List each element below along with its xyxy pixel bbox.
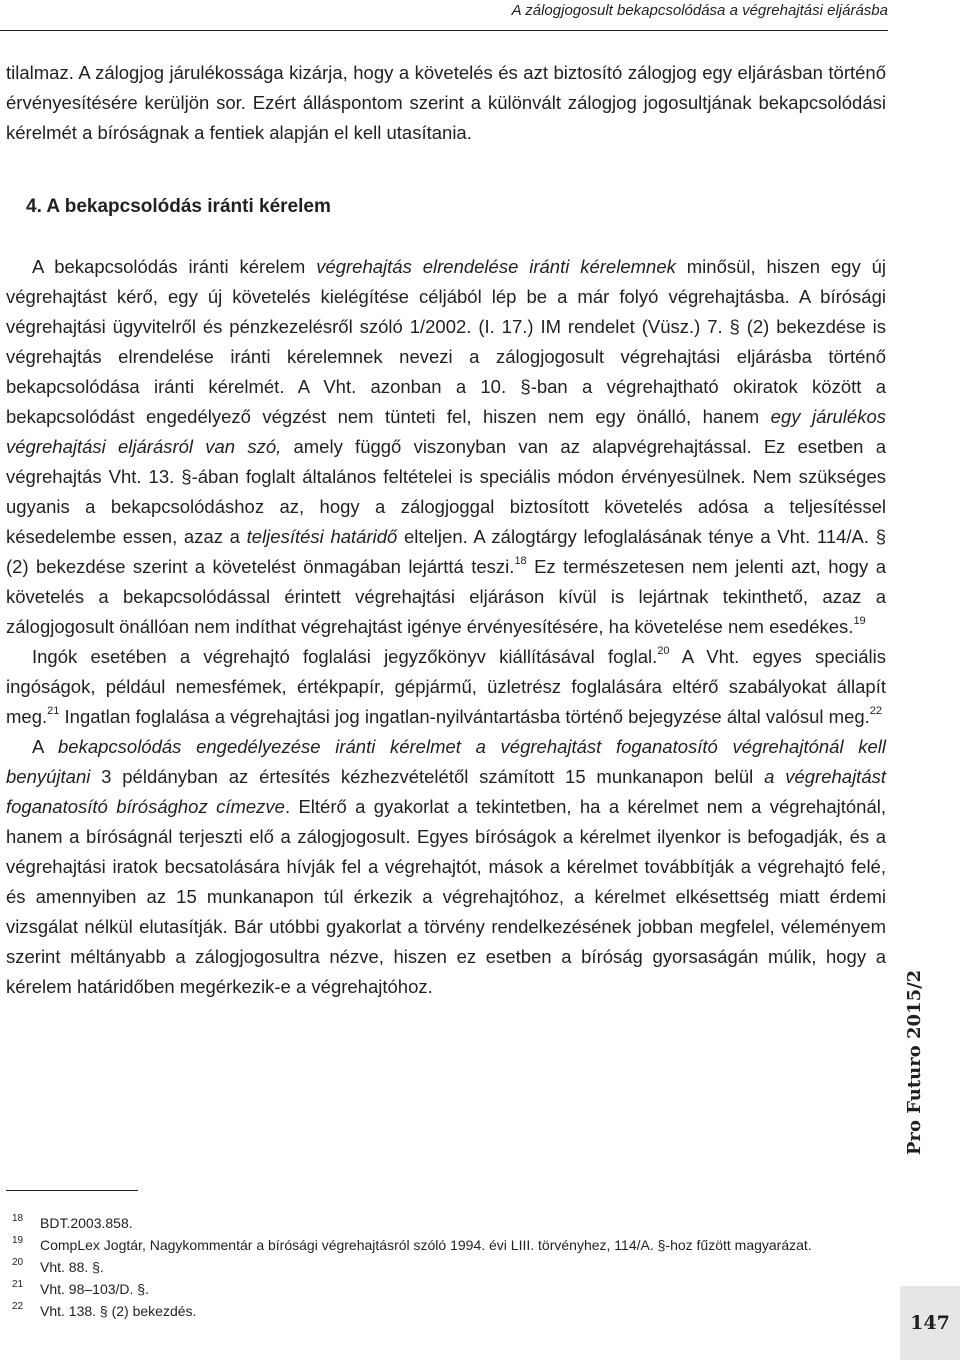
footnote-number: 20 (12, 1257, 24, 1268)
footnote-text: Vht. 98–103/D. §. (40, 1281, 149, 1297)
footnotes (6, 1212, 886, 1322)
paragraph-2: A bekapcsolódás iránti kérelem végrehajtás elrendelése iránti kérelemnek minősül, hiszen egy új végrehajtást kérő, egy új követelés kielégítése céljából lép be a már folyó végrehajtásba. A bírósági végrehajtási ügyvitelről és pénzkezelésről szóló 1/2002. (I. 17.) IM rendelet (Vüsz.) 7. § (2) bekezdése is végrehajtás elrendelése iránti kérelemnek nevezi a zálogjogosult végrehajtási eljárásba történő bekapcsolódása iránti kérelmét. A Vht. azonban a 10. §-ban a végrehajtható okiratok között a bekapcsolódást engedélyező végzést nem tünteti fel, hiszen nem egy önálló, hanem egy járulékos végrehajtási eljárásról van szó, amely függő viszonyban van az alapvégrehajtással. Ez esetben a végrehajtás Vht. 13. §-ában foglalt általános feltételei is speciális módon érvényesülnek. Nem szükséges ugyanis a bekapcsolódáshoz az, hogy a zálogjoggal biztosított követelés adósa a teljesítéssel késedelembe essen, azaz a teljesítési határidő elteljen. A zálogtárgy lefoglalásának ténye a Vht. 114/A. § (2) bekezdése szerint a követelést önmagában lejárttá teszi.$^{18}$ Ez természetesen nem jelenti azt, hogy a követelés a bekapcsolódással érintett végrehajtási eljáráson kívül is lejártnak tekinthető, azaz a zálogjogosult önállóan nem indíthat végrehajtást igénye érvényesítésére, ha követelése nem esedékes.$^{19}$ (6, 256, 887, 637)
journal-side-label: Pro Futuro 2015/2 (904, 969, 925, 1155)
paragraph-3: Ingók esetében a végrehajtó foglalási jegyzőkönyv kiállításával foglal.$^{20}$ A Vht. egyes speciális ingóságok, például nemesfémek, értékpapír, gépjármű, üzletrész foglalására eltérő szabályokat állapít meg.$^{21}$ Ingatlan foglalása a végrehajtási jog ingatlan-nyilvántartásba történő bejegyzése által valósul meg.$^{22}$ (6, 644, 886, 727)
footnote-separator (6, 1190, 138, 1191)
footnote-text: BDT.2003.858. (40, 1215, 133, 1231)
paragraph-4: A bekapcsolódás engedélyezése iránti kérelmet a végrehajtást foganatosító végrehajtónál kell benyújtani 3 példányban az értesítés kézhezvételétől számított 15 munkanapon belül a végrehajtást foganatosító bírósághoz címezve. Eltérő a gyakorlat a tekintetben, ha a kérelmet nem a végrehajtónál, hanem a bíróságnál terjeszti elő a zálogjogosult. Egyes bíróságok a kérelmet ilyenkor is befogadják, és a végrehajtási iratok becsatolására hívják fel a végrehajtót, mások a kérelmet továbbítják a végrehajtó felé, és amennyiben az 15 munkanapon túl érkezik a végrehajtóhoz, a kérelmet elkésettség miatt érdemi vizsgálat nélkül elutasítják. Bár utóbbi gyakorlat a törvény rendelkezésének jobban megfelel, véleményem szerint méltányabb a zálogjogosultra nézve, hiszen ez esetben a bíróság gyorsaságán múlik, hogy a kérelem határidőben megérkezik-e a végrehajtóhoz. (6, 736, 887, 997)
footnote-ref-19[interactable]: 19 (853, 614, 866, 627)
paragraph-gap (6, 148, 886, 192)
footnote (6, 1234, 886, 1256)
paragraph-1: tilalmaz. A zálogjog járulékossága kizárja, hogy a követelés és azt biztosító zálogjog egy eljárásban történő érvényesítésére kerüljön sor. Ezért álláspontom szerint a különvált zálogjog jogosultjának bekapcsolódási kérelmét a bíróságnak a fentiek alapján el kell utasítania. (6, 62, 886, 143)
header-rule (0, 30, 888, 31)
footnote (6, 1300, 886, 1322)
footnote-ref-21[interactable]: 21 (47, 704, 60, 717)
footnote-text: Vht. 138. § (2) bekezdés. (40, 1303, 197, 1319)
footnote (6, 1278, 886, 1300)
footnote-ref-22[interactable]: 22 (869, 704, 883, 717)
page-number: 147 (900, 1286, 960, 1360)
footnote-number: 21 (12, 1279, 24, 1290)
footnote-text: Vht. 88. §. (40, 1259, 104, 1275)
main-text (6, 58, 886, 1002)
footnote (6, 1212, 886, 1234)
footnote (6, 1256, 886, 1278)
running-head: A zálogjogosult bekapcsolódása a végrehajtási eljárásba (511, 2, 888, 19)
footnote-number: 18 (12, 1213, 24, 1224)
section-heading: 4. A bekapcsolódás iránti kérelem (26, 196, 331, 217)
footnote-ref-18[interactable]: 18 (514, 554, 527, 567)
footnote-ref-20[interactable]: 20 (657, 644, 670, 657)
footnote-number: 19 (12, 1235, 24, 1246)
footnote-text: CompLex Jogtár, Nagykommentár a bírósági végrehajtásról szóló 1994. évi LIII. törvényhez, 114/A. §-hoz fűzött magyarázat. (40, 1237, 812, 1253)
footnote-number: 22 (12, 1301, 24, 1312)
